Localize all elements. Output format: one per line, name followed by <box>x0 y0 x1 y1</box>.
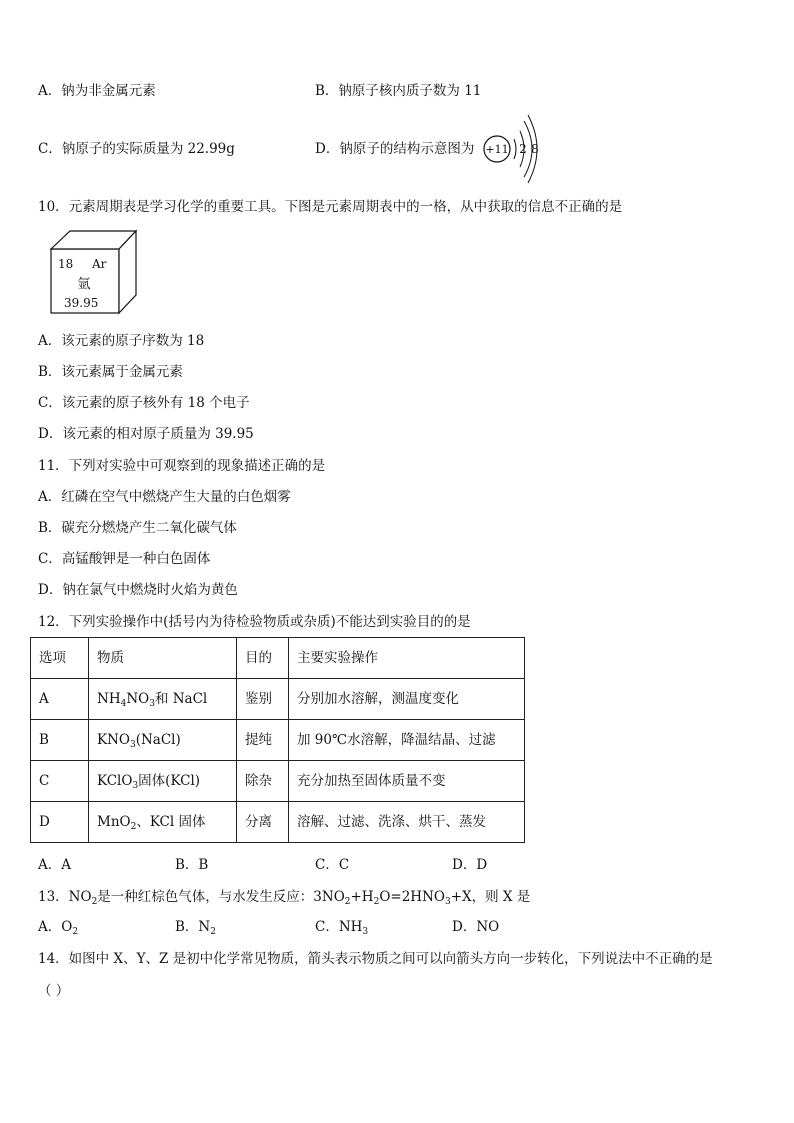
header-purpose: 目的 <box>237 638 289 679</box>
q13-option-c: C．$NH_3$ <box>315 919 369 937</box>
table-row <box>31 720 525 761</box>
q11-stem: 11．下列对实验中可观察到的现象描述正确的是 <box>38 458 326 474</box>
row-operation: 加 90℃水溶解，降温结晶、过滤 <box>289 720 525 761</box>
cell-atomic-mass: 39.95 <box>64 296 99 310</box>
row-purpose: 鉴别 <box>237 679 289 720</box>
q12-answer-b: B．B <box>175 857 209 873</box>
q11-option-a: A．红磷在空气中燃烧产生大量的白色烟雾 <box>38 489 291 505</box>
row-purpose: 提纯 <box>237 720 289 761</box>
row-option: C <box>31 761 89 802</box>
q10-option-a: A．该元素的原子序数为 18 <box>38 333 205 349</box>
q10-option-d: D．该元素的相对原子质量为 39.95 <box>38 426 254 442</box>
q13-option-d: D．NO <box>452 919 500 935</box>
q13-option-b: B．$N_2$ <box>175 919 216 937</box>
header-option: 选项 <box>31 638 89 679</box>
cell-atomic-number: 18 <box>58 257 74 271</box>
table-row <box>31 679 525 720</box>
header-operation: 主要实验操作 <box>289 638 525 679</box>
shell-1-electrons: 2 <box>519 142 527 156</box>
row-substance: $NH_4NO_3$和 NaCl <box>89 679 237 720</box>
q10-option-c: C．该元素的原子核外有 18 个电子 <box>38 395 250 411</box>
q12-answer-a: A．A <box>38 857 71 873</box>
row-operation: 充分加热至固体质量不变 <box>289 761 525 802</box>
row-purpose: 分离 <box>237 802 289 843</box>
cell-element-name: 氩 <box>77 277 91 292</box>
q12-answer-d: D．D <box>452 857 488 873</box>
sodium-atom-structure-diagram <box>480 112 546 184</box>
q13-stem: 13．$NO_2$是一种红棕色气体，与水发生反应：$3NO_2+H_2O=2HNO_3+X$，则 X 是 <box>38 889 531 907</box>
q9-option-b: B．钠原子核内质子数为 11 <box>315 83 482 99</box>
row-substance: KClO$_3$固体(KCl) <box>89 761 237 802</box>
row-substance: $KNO_3(NaCl)$ <box>89 720 237 761</box>
q12-stem: 12．下列实验操作中(括号内为待检验物质或杂质)不能达到实验目的的是 <box>38 614 471 630</box>
nucleus-charge-label: +11 <box>485 143 509 156</box>
q12-experiment-table <box>30 637 525 843</box>
periodic-table-cell <box>48 228 140 318</box>
q9-option-d: D．钠原子的结构示意图为 <box>315 141 475 157</box>
q9-option-c: C．钠原子的实际质量为 22.99g <box>38 141 235 157</box>
row-operation: 溶解、过滤、洗涤、烘干、蒸发 <box>289 802 525 843</box>
row-option: D <box>31 802 89 843</box>
table-row <box>31 802 525 843</box>
q11-option-b: B．碳充分燃烧产生二氧化碳气体 <box>38 520 237 536</box>
header-substance: 物质 <box>89 638 237 679</box>
q13-option-a: A．$O_2$ <box>38 919 79 937</box>
cell-element-symbol: Ar <box>92 257 107 271</box>
row-operation: 分别加水溶解，测温度变化 <box>289 679 525 720</box>
q11-option-d: D．钠在氯气中燃烧时火焰为黄色 <box>38 582 238 598</box>
q14-answer-paren: （ ） <box>38 983 70 999</box>
row-option: B <box>31 720 89 761</box>
q10-option-b: B．该元素属于金属元素 <box>38 364 183 380</box>
q11-option-c: C．高锰酸钾是一种白色固体 <box>38 551 211 567</box>
q10-stem: 10．元素周期表是学习化学的重要工具。下图是元素周期表中的一格，从中获取的信息不正确的是 <box>38 199 623 215</box>
q12-answer-c: C．C <box>315 857 350 873</box>
row-purpose: 除杂 <box>237 761 289 802</box>
table-header-row <box>31 638 525 679</box>
row-substance: MnO$_2$、KCl 固体 <box>89 802 237 843</box>
shell-2-electrons: 8 <box>531 142 539 156</box>
table-row <box>31 761 525 802</box>
q9-option-a: A．钠为非金属元素 <box>38 83 156 99</box>
row-option: A <box>31 679 89 720</box>
q14-stem: 14．如图中 X、Y、Z 是初中化学常见物质，箭头表示物质之间可以向箭头方向一步转化，下列说法中不正确的是 <box>38 951 713 967</box>
